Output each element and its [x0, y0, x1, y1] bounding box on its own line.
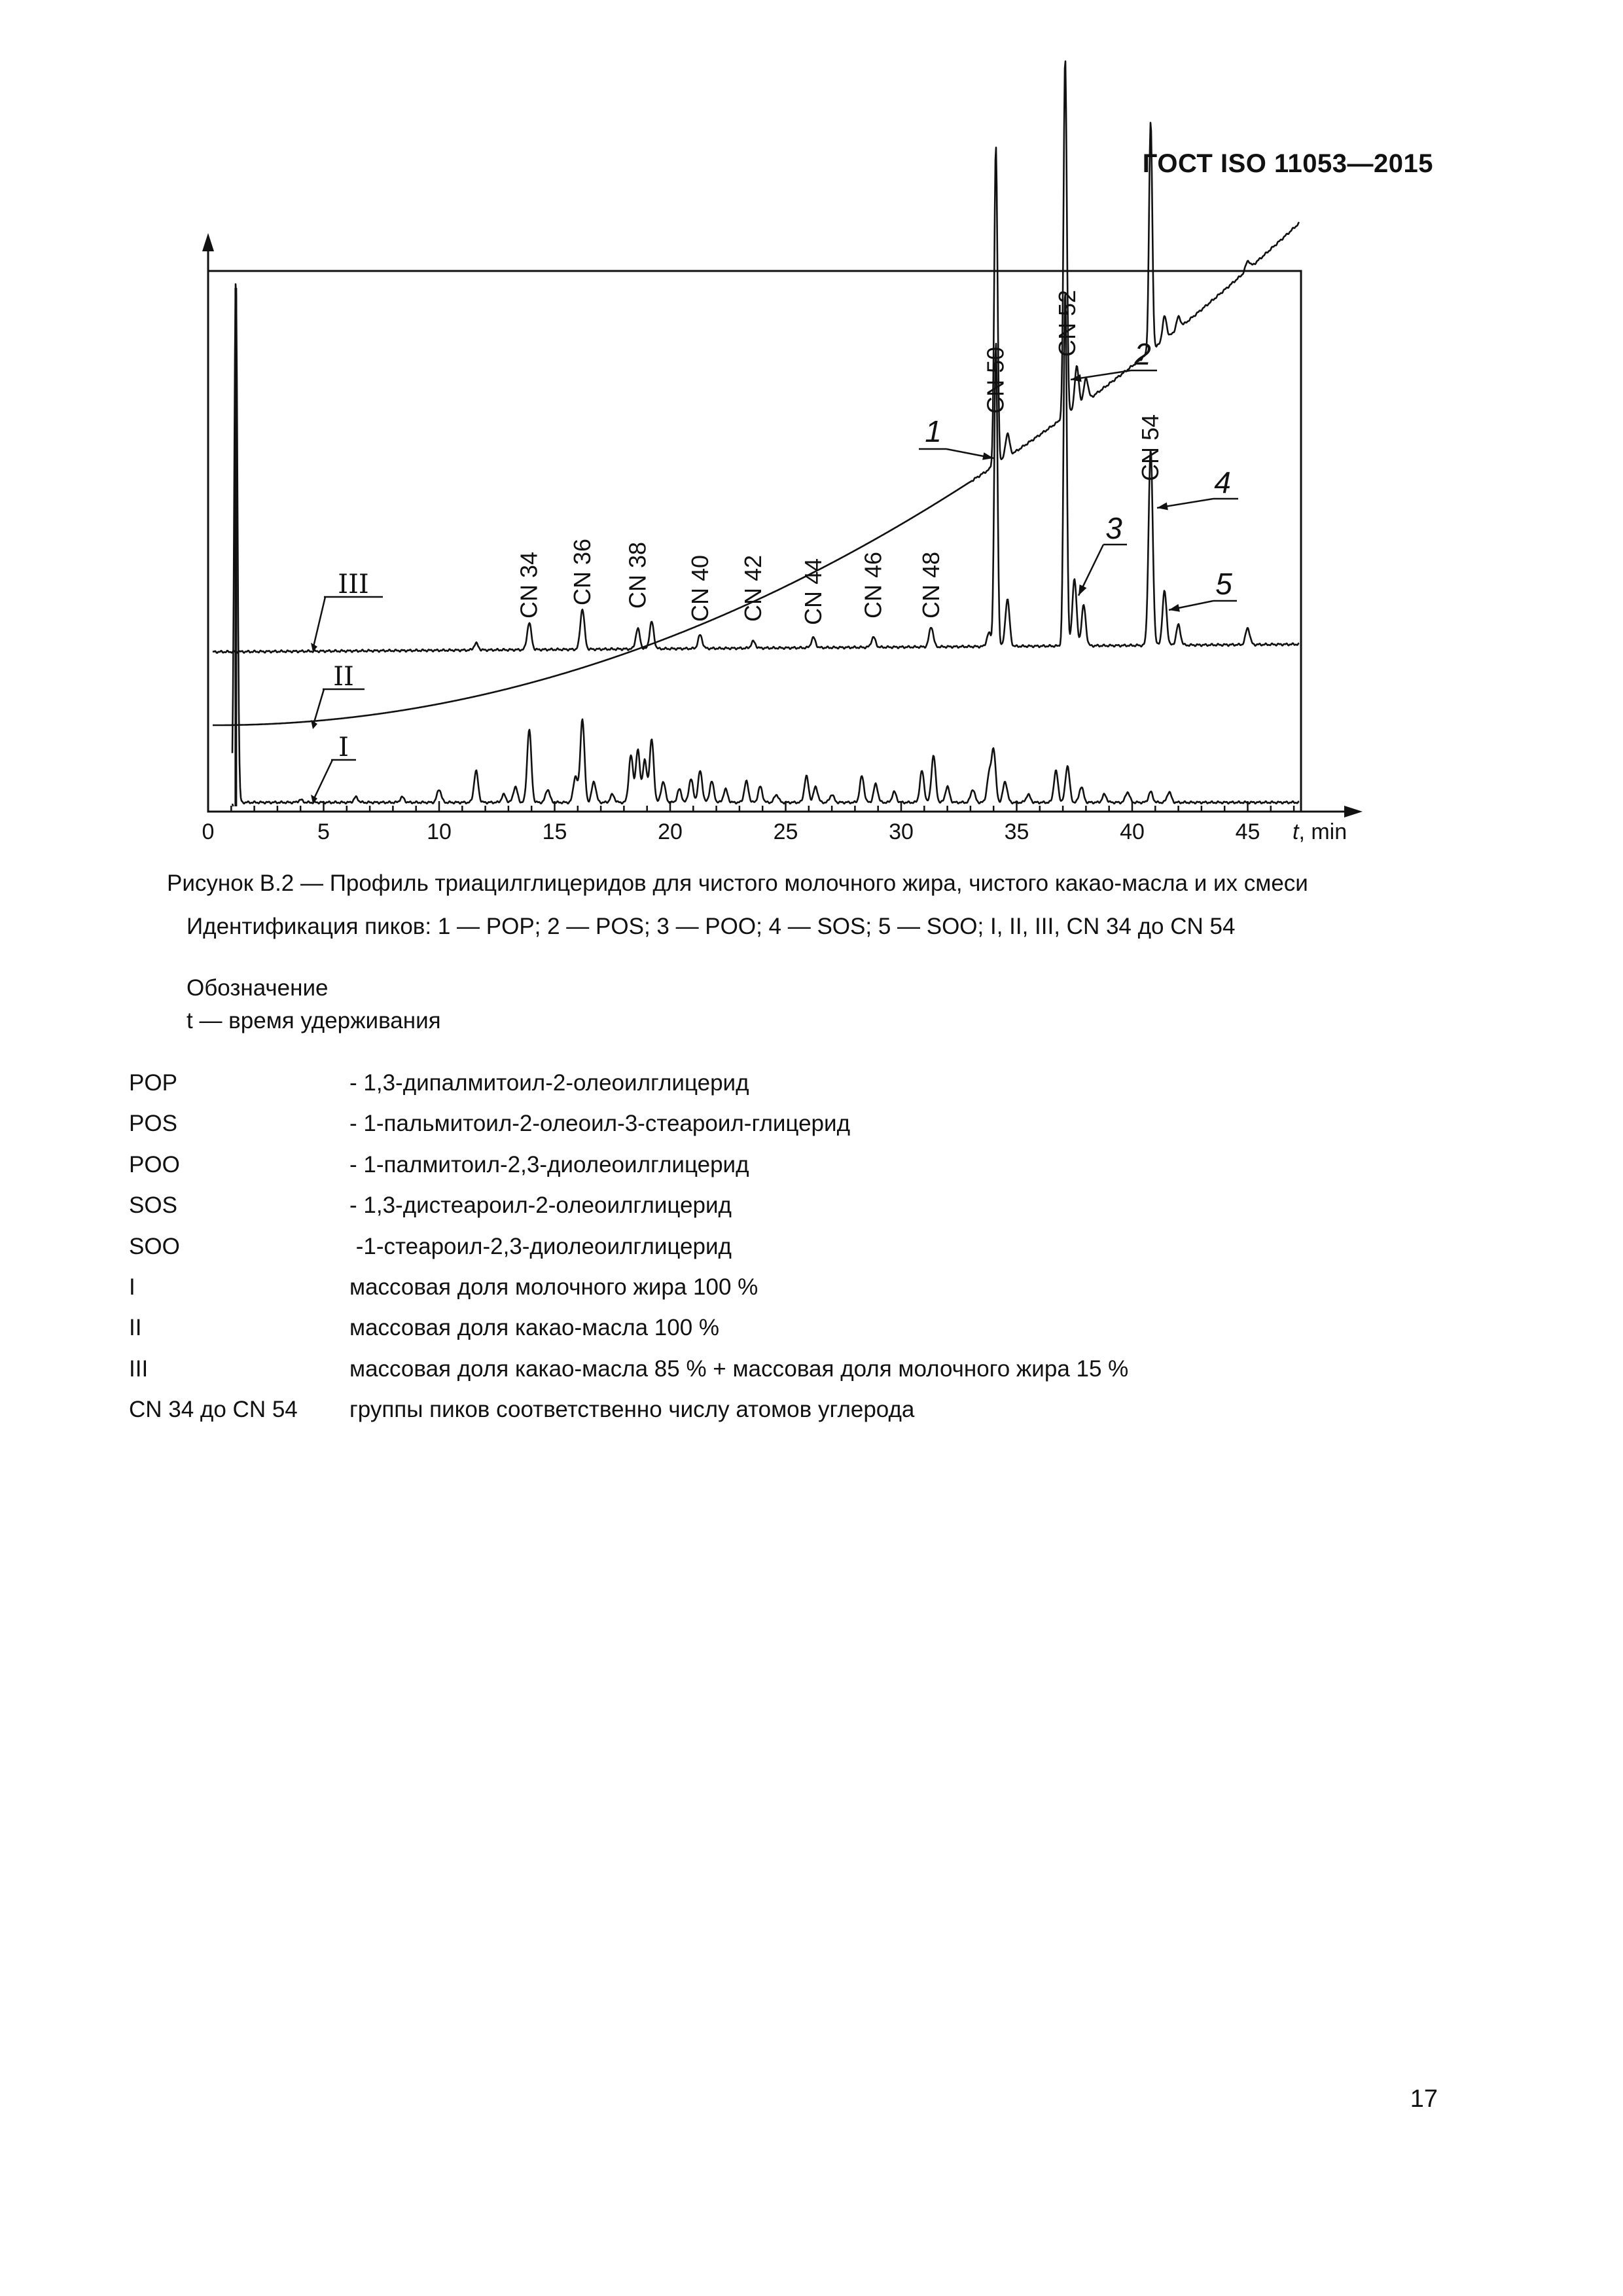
- legend-desc: массовая доля какао-масла 85 % + массовая доля молочного жира 15 %: [349, 1355, 1129, 1382]
- figure-caption: Рисунок B.2 — Профиль триацилглицеридов для чистого молочного жира, чистого какао-масла и их смеси: [167, 870, 1308, 896]
- legend-desc: массовая доля молочного жира 100 %: [349, 1274, 758, 1300]
- x-tick-label: 40: [1120, 819, 1145, 844]
- x-tick-label: 25: [773, 819, 798, 844]
- cn-group-label: CN 34: [515, 551, 543, 619]
- trace-label: II: [333, 662, 354, 692]
- legend-desc: - 1-пальмитоил-2-олеоил-3-стеароил-глицерид: [349, 1111, 850, 1137]
- trace-label-leader: [313, 760, 332, 801]
- trace-ii: [213, 62, 1299, 725]
- x-tick-label: 30: [889, 819, 914, 844]
- peak-label-arrowhead: [1079, 584, 1086, 596]
- peak-identification: Идентификация пиков: 1 — POP; 2 — POS; 3 — POO; 4 — SOS; 5 — SOO; I, II, III, CN 34 до CN 54: [187, 914, 1236, 939]
- legend-desc: - 1-палмитоил-2,3-диолеоилглицерид: [349, 1151, 749, 1177]
- cn-group-label: CN 40: [686, 554, 713, 622]
- trace-label: I: [338, 732, 349, 762]
- chart-labels: [311, 290, 1238, 804]
- cn-group-label: CN 46: [859, 551, 887, 619]
- x-tick-label: 5: [317, 819, 330, 844]
- x-tick-label: 45: [1235, 819, 1260, 844]
- cn-group-label: CN 44: [799, 558, 827, 625]
- legend-abbr: POO: [129, 1151, 180, 1177]
- peak-number-label: 5: [1215, 567, 1232, 601]
- cn-group-label: CN 52: [1054, 289, 1081, 357]
- cn-group-label: CN 48: [917, 551, 944, 619]
- document-header: ГОСТ ISO 11053—2015: [1142, 149, 1433, 178]
- legend-desc: массовая доля какао-масла 100 %: [349, 1315, 720, 1341]
- cn-group-label: CN 42: [740, 554, 767, 622]
- peak-label-arrowhead: [1157, 503, 1168, 511]
- legend-desc: - 1,3-дипалмитоил-2-олеоилглицерид: [349, 1070, 749, 1096]
- cn-group-label: CN 38: [624, 541, 651, 609]
- legend-desc: -1-стеароил-2,3-диолеоилглицерид: [349, 1233, 732, 1259]
- legend-abbr: CN 34 до CN 54: [129, 1397, 298, 1423]
- chart-axes: [202, 233, 1363, 844]
- peak-number-label: 4: [1214, 465, 1231, 499]
- peak-number-label: 2: [1134, 337, 1151, 371]
- legend-abbr: POS: [129, 1111, 177, 1137]
- x-tick-label: 15: [542, 819, 567, 844]
- chart-traces: [213, 62, 1299, 806]
- solvent-peak-tail: [232, 804, 233, 806]
- x-tick-label: 20: [658, 819, 683, 844]
- cn-group-label: CN 50: [982, 346, 1009, 414]
- peak-label-arrowhead: [1169, 604, 1180, 612]
- trace-label: III: [338, 569, 369, 600]
- peak-number-label: 1: [925, 414, 942, 448]
- cn-group-label: CN 36: [568, 538, 596, 605]
- legend-abbr: II: [129, 1315, 142, 1341]
- cn-group-label: CN 54: [1137, 414, 1164, 481]
- legend-abbr: III: [129, 1355, 149, 1382]
- x-axis-arrow: [1344, 806, 1363, 817]
- legend-abbr: I: [129, 1274, 135, 1300]
- legend-abbr: POP: [129, 1070, 177, 1096]
- designation-title: Обозначение: [187, 975, 329, 1001]
- legend-desc: - 1,3-дистеароил-2-олеоилглицерид: [349, 1193, 732, 1219]
- y-axis-arrow: [202, 233, 214, 251]
- designation-line: t — время удерживания: [187, 1008, 441, 1033]
- x-tick-label: 0: [202, 819, 215, 844]
- legend-abbr: SOS: [129, 1193, 177, 1219]
- legend-abbr: SOO: [129, 1233, 180, 1259]
- x-axis-label: t, min: [1293, 819, 1347, 844]
- peak-number-label: 3: [1105, 511, 1122, 545]
- legend-desc: группы пиков соответственно числу атомов углерода: [349, 1397, 915, 1423]
- x-tick-label: 10: [427, 819, 452, 844]
- page-number: 17: [1410, 2085, 1438, 2113]
- x-tick-label: 35: [1004, 819, 1029, 844]
- trace-label-leader: [313, 597, 325, 649]
- chromatogram-figure: [0, 0, 1623, 864]
